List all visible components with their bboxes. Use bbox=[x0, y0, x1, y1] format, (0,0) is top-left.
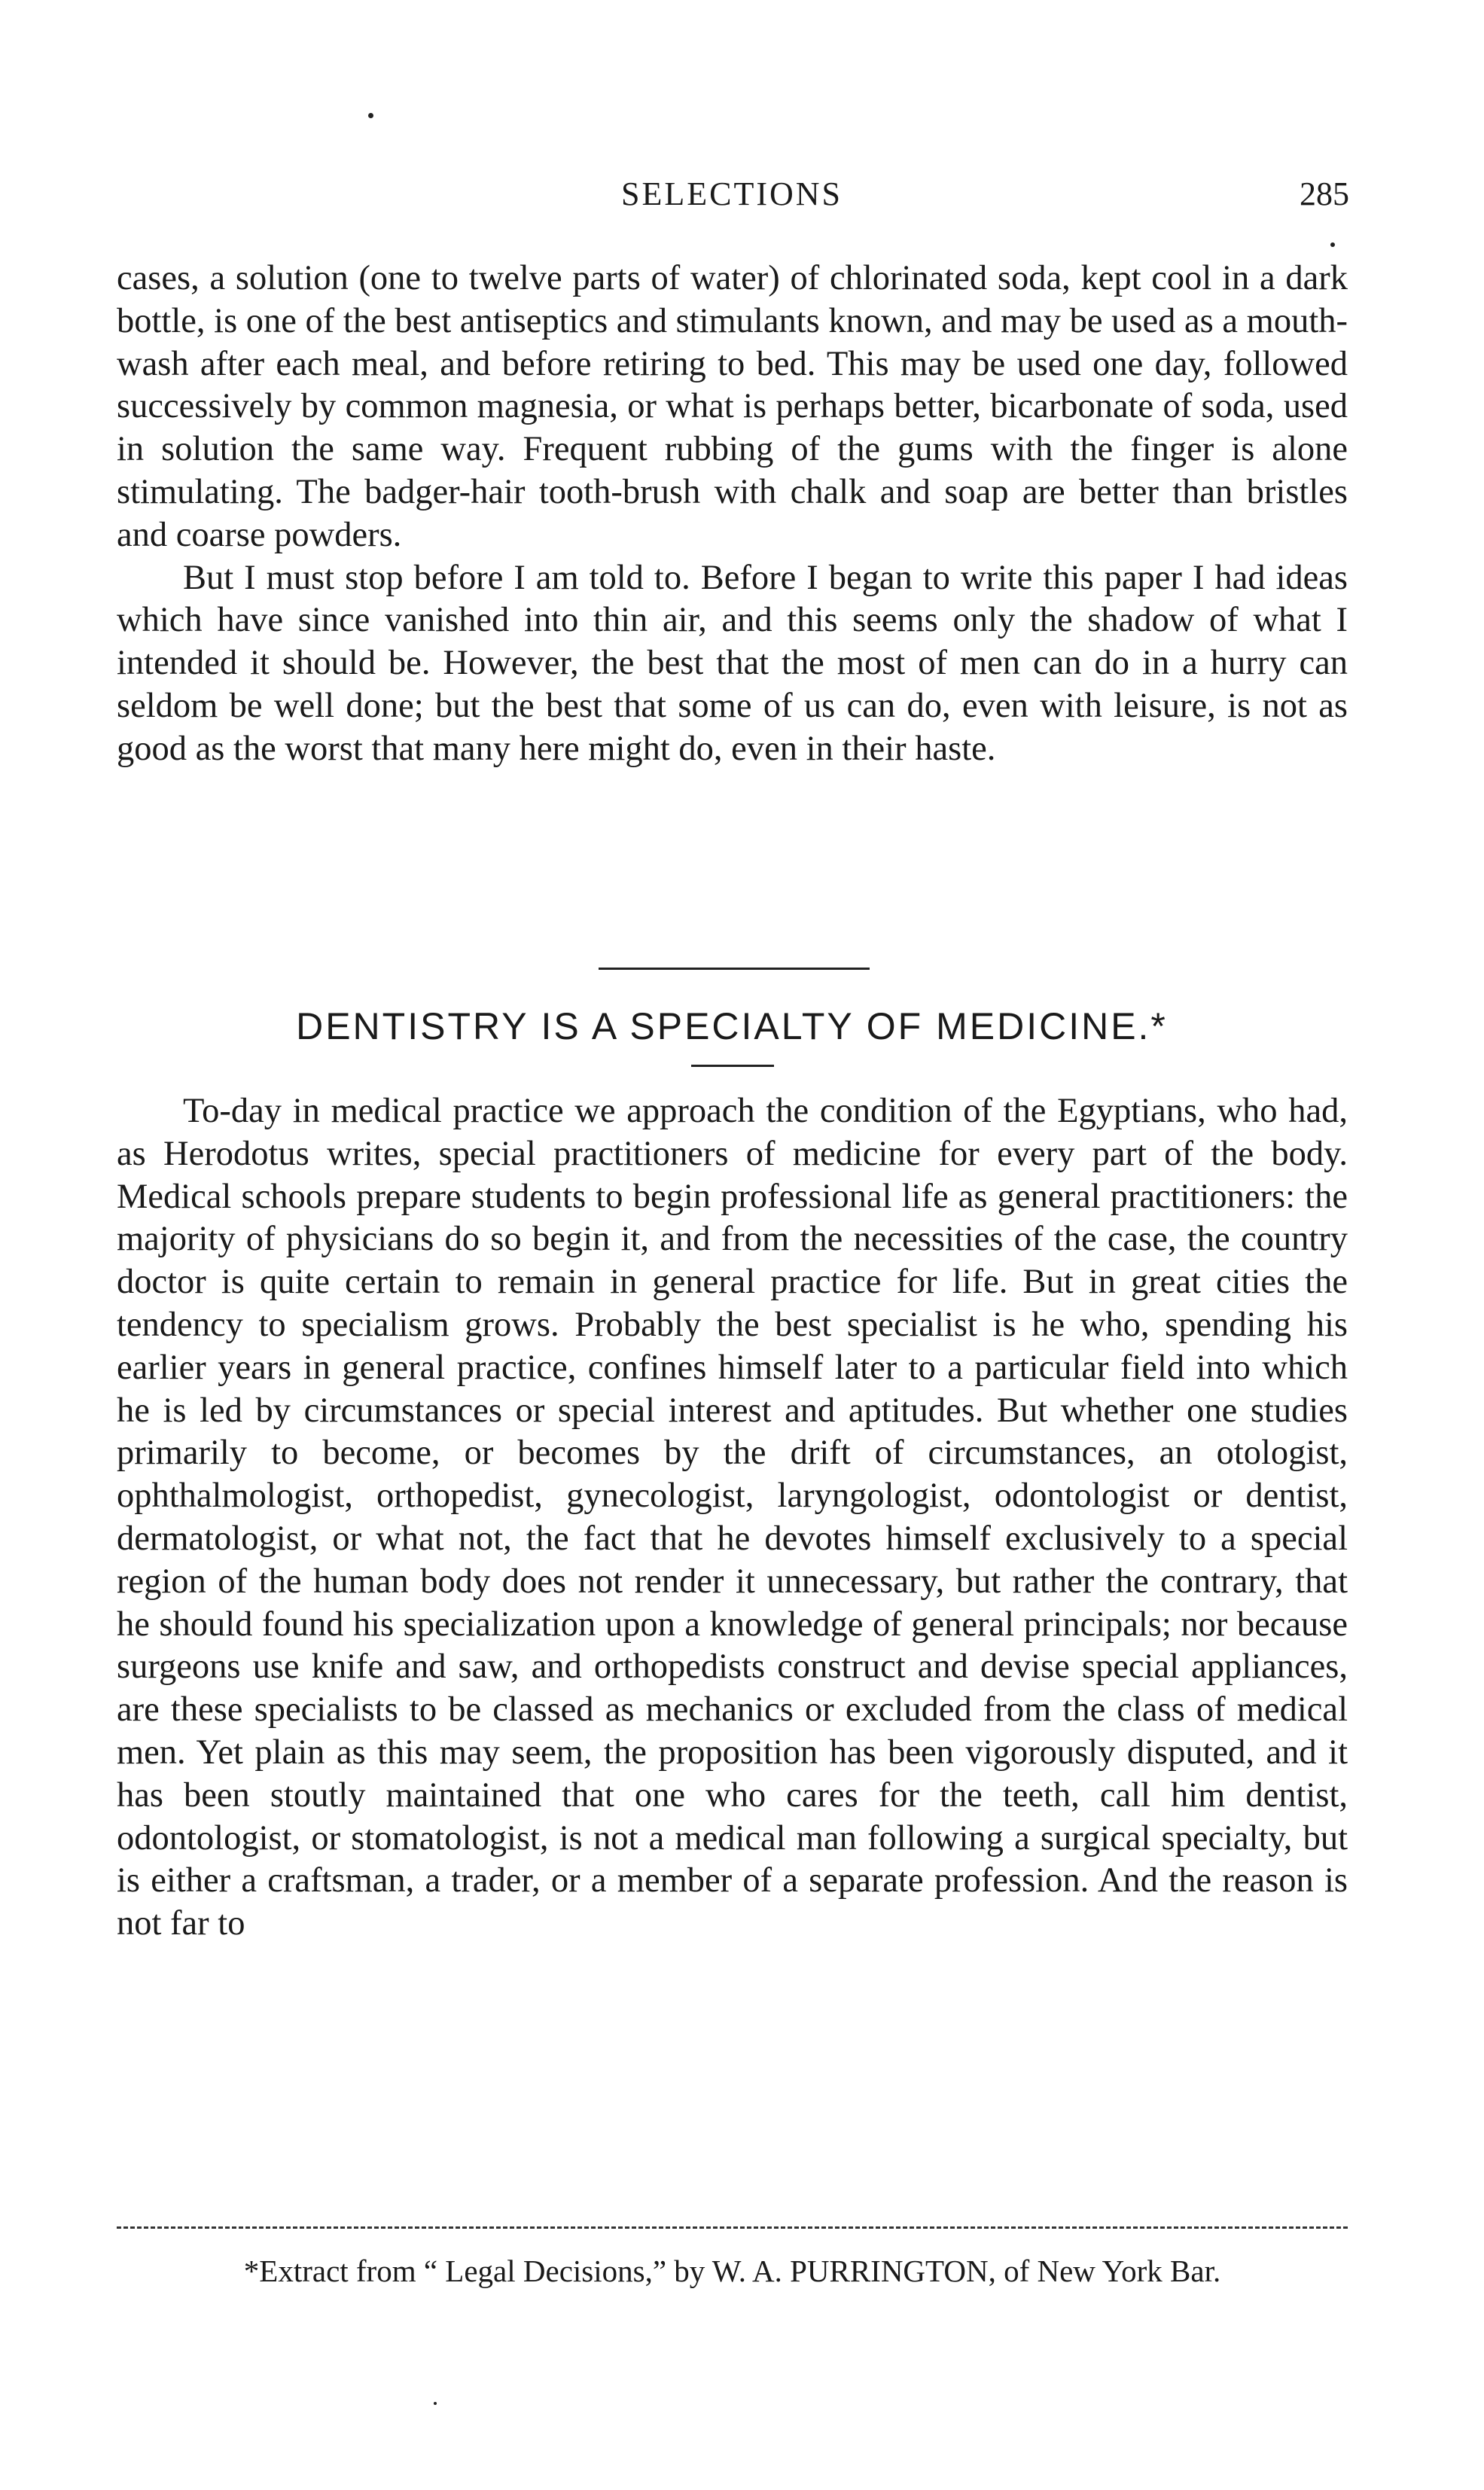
title-rule bbox=[691, 1065, 774, 1067]
footnote-rule bbox=[117, 2226, 1348, 2229]
footnote: *Extract from “ Legal Decisions,” by W. A. PURRINGTON, of New York Bar. bbox=[243, 2254, 1221, 2288]
paragraph: To-day in medical practice we approach the condition of the Egyptians, who had, as Herodotus writes, special practitioners of medicine for every part of the body. Medical schools prepare students to begin professional life as general practitioners: the majority of physicians do so begin it, and from the necessities of the case, the country doctor is quite certain to remain in general practice for life. But in great cities the tendency to specialism grows. Probably the best specialist is he who, spending his earlier years in general practice, confines himself later to a particular field into which he is led by circumstances or special interest and aptitudes. But whether one studies primarily to become, or becomes by the drift of circumstances, an otologist, ophthalmologist, orthopedist, gynecologist, laryngologist, odontologist or dentist, dermatologist, or what not, the fact that he devotes himself exclusively to a special region of the human body does not render it unnecessary, but rather the contrary, that he should found his specialization upon a knowledge of general principals; nor because surgeons use knife and saw, and orthopedists construct and devise special appliances, are these specialists to be classed as mechanics or excluded from the class of medical men. Yet plain as this may seem, the proposition has been vigorously disputed, and it has been stoutly maintained that one who cares for the teeth, call him dentist, odontologist, or stomatologist, is not a medical man following a surgical specialty, but is either a craftsman, a trader, or a member of a separate profession. And the reason is not far to bbox=[117, 1092, 1348, 1943]
article-title: DENTISTRY IS A SPECIALTY OF MEDICINE.* bbox=[296, 1005, 1168, 1047]
paragraph: cases, a solution (one to twelve parts of water) of chlorinated soda, kept cool in a dark bottle, is one of the best antiseptics and stimulants known, and may be used as a mouth-wash after each meal, and before retiring to bed. This may be used one day, followed successively by common magnesia, or what is perhaps better, bicarbonate of soda, used in solution the same way. Frequent rubbing of the gums with the finger is alone stimulating. The badger-hair tooth-brush with chalk and soap are better than bristles and coarse powders. bbox=[117, 259, 1348, 554]
running-title: SELECTIONS bbox=[621, 175, 843, 212]
print-speck bbox=[434, 2402, 437, 2405]
running-header bbox=[114, 172, 1349, 217]
print-speck bbox=[368, 113, 373, 118]
continued-text bbox=[117, 258, 1348, 771]
paragraph: But I must stop before I am told to. Before I began to write this paper I had ideas which have since vanished into thin air, and this seems only the shadow of what I intended it should be. However, the best that the most of men can do in a hurry can seldom be well done; but the best that some of us can do, even with leisure, is not as good as the worst that many here might do, even in their haste. bbox=[117, 558, 1348, 768]
section-divider bbox=[599, 968, 870, 970]
print-speck bbox=[1330, 242, 1335, 247]
article-body bbox=[117, 1090, 1348, 1946]
page-number: 285 bbox=[1300, 175, 1349, 212]
